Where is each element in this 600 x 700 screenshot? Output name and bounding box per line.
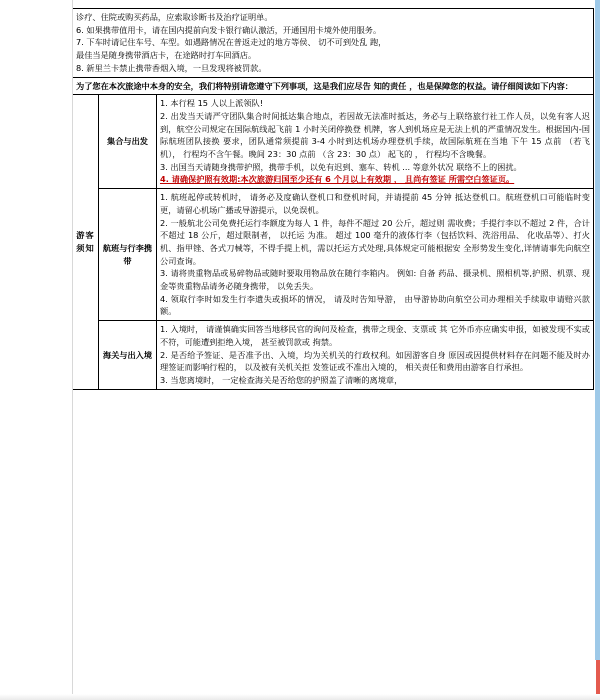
departure-item: 2. 出发当天请严守团队集合时间抵达集合地点，若因故无法准时抵达，务必与上联络旅行社工作人员，以免有客人迟到，航空公司规定在国际航线起飞前 1 小时关闭停换登 机牌，客人到机场应是无法上机的严重情况发生。根据国内-国际航班团队接换 要求，团队通常须提前 3-4 小时到达机场办理登机手续，故国际航班在当地 下午 15 点前 （若飞机）， 行程均不含午餐。晚间 23：30 点前 （含 23：30 点） 起飞的 ， 行程均不含晚餐。 — [160, 110, 590, 160]
customs-item: 1. 入境时， 请谨慎确实回答当地移民官的询问及检查，携带之现金、支票或 其 它外币亦应确实申报，如被发现不实或不符，可能遭到拒绝入境， 甚至被罚款或 拘禁。 — [160, 324, 590, 347]
page-bottom-edge — [0, 694, 600, 700]
customs-item: 3. 当您离境时， 一定检查海关是否给您的护照盖了清晰的离境章， — [160, 374, 403, 385]
top-note-line: 6. 如果携带值用卡，请在国内提前向发卡银行确认激活，开通国用卡境外使用服务。 — [76, 24, 382, 35]
top-notes-cell — [73, 9, 594, 78]
departure-item: 3. 出国当天请随身携带护照，携带手机，以免有迟到、塞车、转机 ... 等意外状况 联络不上的困扰。 — [160, 161, 522, 172]
table-row-baggage — [73, 189, 594, 321]
departure-item-passport-validity-warning: 4. 请确保护照有效期:本次旅游归国至少还有 6 个月以上有效期 ， 且尚有签证 所需空白签证页。 — [160, 174, 515, 185]
page-left-margin — [0, 0, 73, 700]
intro-paragraph: 为了您在本次旅途中本身的安全，我们将特别请您遵守下列事项，这是我们应尽告 知的责任 ，也是保障您的权益。请仔细阅读如下内容： — [73, 77, 594, 95]
table-row-top-notes — [73, 9, 594, 78]
baggage-item: 4. 领取行李时如发生行李遗失或损坏的情况， 请及时告知导游， 由导游协助向航空公司办理相关手续取申请赔兴款额。 — [160, 293, 590, 317]
top-note-line: 8. 新里兰卡禁止携带香烟入境，一旦发现将被罚款。 — [76, 62, 267, 73]
table-row-departure — [73, 95, 594, 189]
section-label-departure: 集合与出发 — [99, 95, 157, 189]
section-body-departure — [157, 95, 594, 189]
main-label-traveler-notice: 游客须知 — [73, 95, 99, 389]
notice-table — [72, 8, 594, 390]
baggage-item: 3. 请将贵重物品或易碎物品或随时要取用物品放在随行李箱内。 例如: 自备 药品、摄录机、照相机等,护照、机票、现金等贵重物品请务必随身携带， 以免丢失。 — [160, 268, 590, 292]
section-body-flight-baggage — [157, 189, 594, 321]
top-note-line: 7. 下车时请记住车号、车型。如遇路情况在普返走过的地方等侯、 切不可到处乱 跑， — [76, 37, 387, 48]
top-note-line: 诊疗、住院或购买药品，应索取诊断书及治疗证明单。 — [76, 12, 273, 22]
table-row-intro — [73, 77, 594, 95]
departure-item: 1. 本行程 15 人以上派领队! — [160, 98, 264, 109]
section-label-flight-baggage: 航班与行李携带 — [99, 189, 157, 321]
customs-item: 2. 是否给予签证、是否准予出、入境，均为关机关的行政权利。如因游客自身 原因或因提供材料存在问题不能及时办理签证而影响行程的， 以及被有关机关拒 发签证或不准出入境的， 相关责任和费用由游客自行承担。 — [160, 349, 590, 373]
scrollbar-track[interactable] — [595, 0, 600, 700]
baggage-item: 1. 航班起停或转机时， 请务必及度确认登机口和登机时间，并请提前 45 分钟 抵达登机口。航班登机口可能临时变更，请留心机场广播或导游提示，以免误机。 — [160, 192, 590, 215]
section-body-customs — [157, 321, 594, 390]
section-label-customs: 海关与出入境 — [99, 321, 157, 390]
table-row-customs — [73, 321, 594, 390]
top-note-line: 最佳当是随身携带酒店卡，在途路时打车回酒店。 — [76, 50, 257, 61]
baggage-item: 2. 一般航北公司免费托运行李额度为每人 1 件，每件不超过 20 公斤，超过则 需收费；手提行李以不超过 2 件，合计不超过 18 公斤，超过限制者， 以托运 为准。 超过 100 毫升的液体行李（包括饮料、洗浴用品、 化收品等）、打火机、指甲锉、各式刀械等，不得手提上机，需以托运方式处理,具体规定可能根据安 全形势发生变化,详情请事先向航空公司查询。 — [160, 217, 590, 266]
scrollbar-thumb[interactable] — [595, 0, 600, 660]
